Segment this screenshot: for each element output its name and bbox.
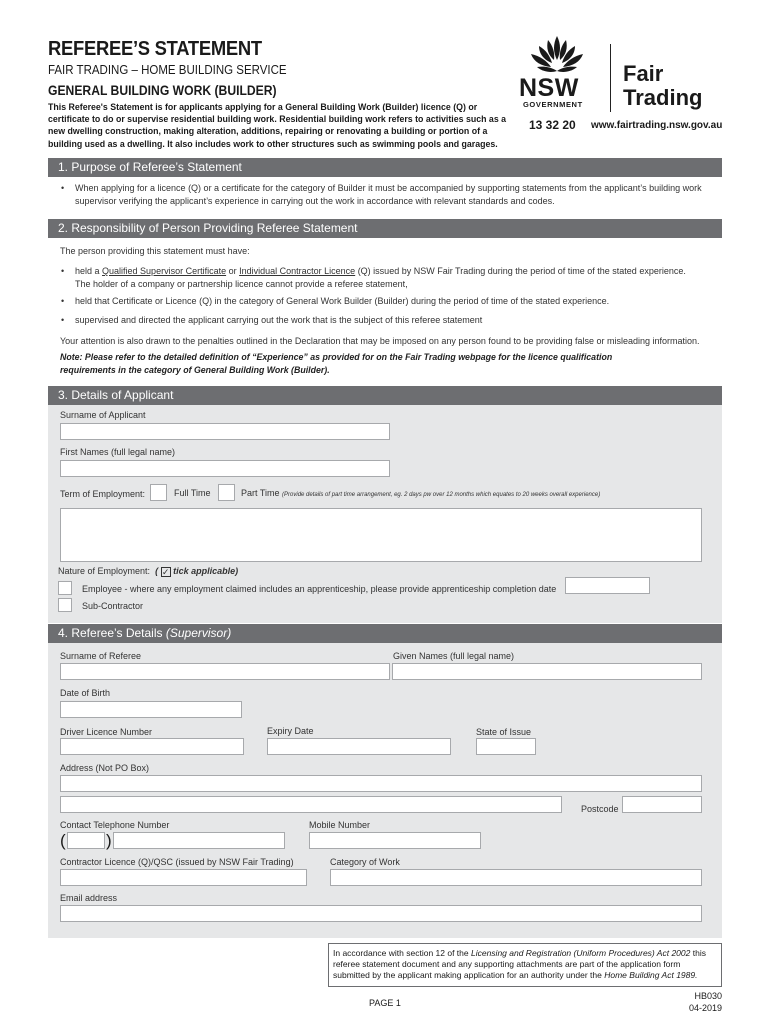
- section-1-heading: 1. Purpose of Referee’s Statement: [48, 158, 722, 177]
- apprenticeship-completion-date-field[interactable]: [565, 577, 650, 594]
- form-code: HB030 04-2019: [688, 991, 722, 1013]
- applicant-first-names-label: First Names (full legal name): [60, 447, 176, 457]
- part-time-details-field[interactable]: [60, 508, 702, 562]
- term-of-employment-label: Term of Employment:: [60, 489, 146, 499]
- full-time-checkbox[interactable]: [150, 484, 167, 501]
- applicant-surname-field[interactable]: [60, 423, 390, 440]
- section-3-heading: 3. Details of Applicant: [48, 386, 722, 405]
- postcode-field[interactable]: [622, 796, 702, 813]
- category-of-work-label: Category of Work: [330, 857, 400, 867]
- email-label: Email address: [60, 893, 118, 903]
- referee-surname-field[interactable]: [60, 663, 390, 680]
- dob-label: Date of Birth: [60, 688, 111, 698]
- qualified-supervisor-link[interactable]: Qualified Supervisor Certificate: [102, 266, 227, 276]
- email-field[interactable]: [60, 905, 702, 922]
- sub-contractor-label: Sub-Contractor: [82, 601, 144, 611]
- area-code-close-paren: ): [106, 831, 112, 850]
- referee-surname-label: Surname of Referee: [60, 651, 142, 661]
- section-2-bullet-1: • held a Qualified Supervisor Certificate or Individual Contractor Licence (Q) issued by NSW Fair Trading during the period of time of the stated experience. The holder of a company or partnership licence cannot provide a referee statement,: [61, 266, 686, 289]
- fair-trading-wordmark: Fair Trading: [623, 61, 703, 110]
- full-time-label: Full Time: [174, 488, 211, 498]
- legal-notice: In accordance with section 12 of the Licensing and Registration (Uniform Procedures) Act 2002 this referee statement document and any supporting attachments are part of the application form submitted by the applicant making application for an authority under the Home Building Act 1989.: [328, 943, 722, 987]
- mobile-field[interactable]: [309, 832, 481, 849]
- area-code-field[interactable]: [67, 832, 105, 849]
- category-of-work-field[interactable]: [330, 869, 702, 886]
- penalties-notice: Your attention is also drawn to the penalties outlined in the Declaration that may be imposed on any person found to be providing false or misleading information.: [60, 336, 700, 346]
- form-subhead: GENERAL BUILDING WORK (BUILDER): [48, 83, 277, 98]
- address-line-1-field[interactable]: [60, 775, 702, 792]
- applicant-surname-label: Surname of Applicant: [60, 410, 146, 420]
- driver-licence-label: Driver Licence Number: [60, 727, 153, 737]
- individual-contractor-link[interactable]: Individual Contractor Licence: [239, 266, 356, 276]
- government-wordmark: GOVERNMENT: [523, 100, 583, 109]
- dob-field[interactable]: [60, 701, 242, 718]
- nsw-wordmark: NSW: [519, 74, 579, 102]
- mobile-label: Mobile Number: [309, 820, 371, 830]
- address-line-2-field[interactable]: [60, 796, 562, 813]
- referee-given-names-field[interactable]: [392, 663, 702, 680]
- section-1-bullet: • When applying for a licence (Q) or a certificate for the category of Builder it must be accompanied by supporting statements from the applicant’s building work supervisor verifying the applicant’s experience in carrying out the work in accordance with relevant standards and codes.: [61, 183, 702, 206]
- sub-contractor-checkbox[interactable]: [58, 598, 72, 612]
- contractor-licence-label: Contractor Licence (Q)/QSC (issued by NSW Fair Trading): [60, 857, 294, 867]
- area-code-open-paren: (: [60, 831, 66, 850]
- part-time-label: Part Time (Provide details of part time arrangement, eg. 2 days pw over 12 months which equates to 20 weeks overall experience): [241, 488, 601, 498]
- nsw-fair-trading-logo: [515, 34, 730, 139]
- page-number: PAGE 1: [369, 998, 401, 1008]
- phone-number: 13 32 20: [529, 118, 576, 132]
- intro-text: This Referee's Statement is for applicants applying for a General Building Work (Builder) licence (Q) or certificate to do or supervise residential building work. Residential building work refers to activities such as a new dwelling construction, making alteration, additions, repairing or renovating a building or portion of a building used as a dwelling. It also includes work to other structures such as swimming pools and garages.: [48, 102, 507, 149]
- employee-checkbox[interactable]: [58, 581, 72, 595]
- postcode-label: Postcode: [581, 804, 619, 814]
- section-2-bullet-2: • held that Certificate or Licence (Q) in the category of General Work Builder (Builder) during the period of time of the stated experience.: [61, 296, 610, 306]
- driver-licence-field[interactable]: [60, 738, 244, 755]
- experience-note: Note: Please refer to the detailed definition of “Experience” as provided for on the Fair Trading webpage for the licence qualification requirements in the category of General Building Work (Builder).: [60, 352, 613, 375]
- section-4-heading: 4. Referee’s Details (Supervisor): [48, 624, 722, 643]
- logo-divider: [610, 44, 611, 112]
- applicant-first-names-field[interactable]: [60, 460, 390, 477]
- contractor-licence-field[interactable]: [60, 869, 307, 886]
- state-of-issue-label: State of Issue: [476, 727, 532, 737]
- website-link[interactable]: www.fairtrading.nsw.gov.au: [591, 120, 723, 131]
- expiry-date-field[interactable]: [267, 738, 451, 755]
- employee-label: Employee - where any employment claimed includes an apprenticeship, please provide apprenticeship completion date: [82, 584, 557, 594]
- part-time-checkbox[interactable]: [218, 484, 235, 501]
- nature-of-employment-label: Nature of Employment: ( ✓ tick applicable): [58, 566, 239, 577]
- waratah-icon: [527, 34, 587, 74]
- section-2-heading: 2. Responsibility of Person Providing Referee Statement: [48, 219, 722, 238]
- contact-phone-label: Contact Telephone Number: [60, 820, 170, 830]
- tick-icon: ✓: [161, 567, 170, 577]
- page-title: REFEREE’S STATEMENT: [48, 38, 262, 60]
- referee-given-names-label: Given Names (full legal name): [393, 651, 515, 661]
- section-2-lead: The person providing this statement must have:: [60, 246, 250, 256]
- address-label: Address (Not PO Box): [60, 763, 150, 773]
- expiry-date-label: Expiry Date: [267, 726, 314, 736]
- page-subtitle: FAIR TRADING – HOME BUILDING SERVICE: [48, 63, 287, 77]
- section-2-bullet-3: • supervised and directed the applicant carrying out the work that is the subject of this referee statement: [61, 315, 483, 325]
- contact-phone-field[interactable]: [113, 832, 285, 849]
- state-of-issue-field[interactable]: [476, 738, 536, 755]
